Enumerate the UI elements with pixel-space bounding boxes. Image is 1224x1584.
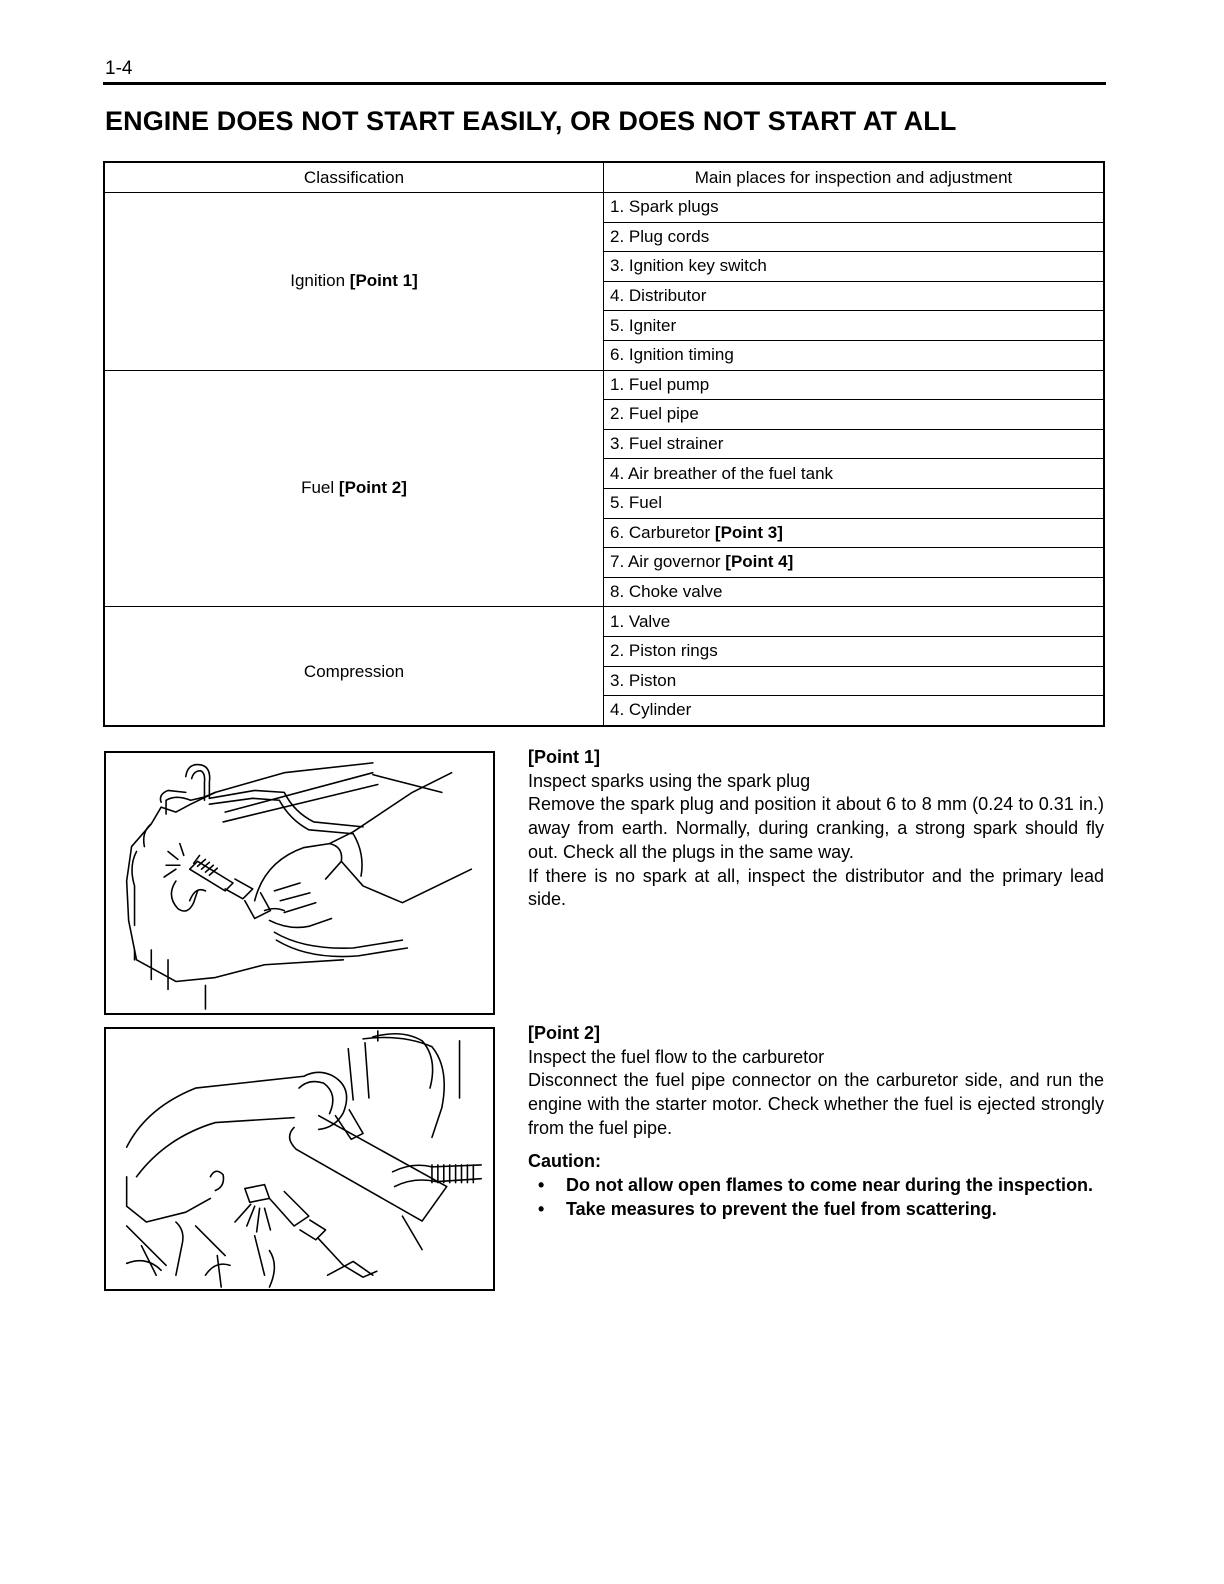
spark-plug-drawing — [106, 753, 493, 1013]
inspection-item — [604, 636, 1105, 666]
inspection-item — [604, 222, 1105, 252]
classification-label: Ignition — [290, 271, 346, 291]
table-header-row — [104, 162, 1104, 193]
item-text: 8. Choke valve — [610, 582, 723, 602]
point1-section — [528, 746, 1104, 912]
inspection-item — [604, 370, 1105, 400]
inspection-item — [604, 696, 1105, 726]
item-text: 4. Cylinder — [610, 700, 692, 720]
inspection-item — [604, 429, 1105, 459]
table-row — [104, 370, 1104, 400]
inspection-item — [604, 577, 1105, 607]
table-row — [104, 193, 1104, 223]
item-text: 4. Distributor — [610, 286, 707, 306]
classification-compression — [104, 607, 604, 726]
item-text: 2. Piston rings — [610, 641, 718, 661]
item-text: 5. Igniter — [610, 315, 677, 335]
page-title: ENGINE DOES NOT START EASILY, OR DOES NOT START AT ALL — [105, 106, 957, 136]
item-text: 2. Fuel pipe — [610, 404, 699, 424]
item-text: 1. Spark plugs — [610, 197, 719, 217]
inspection-item — [604, 459, 1105, 489]
inspection-item — [604, 400, 1105, 430]
item-text: 1. Fuel pump — [610, 374, 710, 394]
item-text: 4. Air breather of the fuel tank — [610, 463, 834, 483]
inspection-item — [604, 607, 1105, 637]
page-number: 1-4 — [105, 58, 133, 79]
header-main-places: Main places for inspection and adjustment — [604, 162, 1105, 193]
classification-ignition — [104, 193, 604, 371]
point-ref: [Point 1] — [349, 271, 418, 291]
item-text: 3. Fuel strainer — [610, 434, 724, 454]
classification-fuel — [104, 370, 604, 607]
fuel-pipe-illustration — [104, 1027, 495, 1291]
item-text: 1. Valve — [610, 611, 671, 631]
point1-heading: [Point 1] — [528, 747, 600, 767]
point-ref: [Point 4] — [725, 552, 794, 572]
inspection-item — [604, 488, 1105, 518]
caution-item — [528, 1174, 1104, 1198]
item-text: 2. Plug cords — [610, 226, 710, 246]
inspection-table — [103, 161, 1105, 727]
classification-label: Fuel — [301, 478, 335, 498]
caution-title: Caution: — [528, 1150, 601, 1171]
inspection-item — [604, 281, 1105, 311]
inspection-item — [604, 340, 1105, 370]
inspection-item — [604, 311, 1105, 341]
item-text: 3. Piston — [610, 670, 677, 690]
caution-list — [528, 1174, 1104, 1221]
fuel-pipe-drawing — [106, 1029, 493, 1289]
item-text: 7. Air governor — [610, 552, 721, 572]
bullet-icon: • — [538, 1175, 545, 1196]
point1-body: Remove the spark plug and position it about 6 to 8 mm (0.24 to 0.31 in.) away from earth. Normally, during cranking, a strong spark should fly out. Check all the plugs in the same way. — [528, 794, 1104, 862]
classification-label: Compression — [303, 662, 405, 681]
inspection-item — [604, 548, 1105, 578]
caution-text: Take measures to prevent the fuel from scattering. — [566, 1198, 997, 1219]
point2-section — [528, 1022, 1104, 1222]
point-ref: [Point 3] — [714, 522, 783, 542]
header-rule — [103, 82, 1106, 85]
inspection-item — [604, 666, 1105, 696]
point1-body2: If there is no spark at all, inspect the distributor and the primary lead side. — [528, 865, 1104, 910]
point1-subtitle: Inspect sparks using the spark plug — [528, 770, 811, 791]
caution-item — [528, 1198, 1104, 1222]
bullet-icon: • — [538, 1198, 545, 1219]
spark-plug-illustration — [104, 751, 495, 1015]
item-text: 3. Ignition key switch — [610, 256, 767, 276]
item-text: 6. Carburetor — [610, 522, 711, 542]
item-text: 6. Ignition timing — [610, 345, 734, 365]
inspection-item — [604, 518, 1105, 548]
caution-text: Do not allow open flames to come near during the inspection. — [566, 1175, 1094, 1196]
point2-subtitle: Inspect the fuel flow to the carburetor — [528, 1046, 825, 1067]
inspection-item — [604, 193, 1105, 223]
point-ref: [Point 2] — [338, 478, 407, 498]
header-classification: Classification — [104, 162, 604, 193]
inspection-item — [604, 252, 1105, 282]
point2-body: Disconnect the fuel pipe connector on the carburetor side, and run the engine with the starter motor. Check whether the fuel is ejected strongly from the fuel pipe. — [528, 1070, 1104, 1138]
point2-heading: [Point 2] — [528, 1023, 600, 1043]
item-text: 5. Fuel — [610, 493, 662, 513]
table-row — [104, 607, 1104, 637]
